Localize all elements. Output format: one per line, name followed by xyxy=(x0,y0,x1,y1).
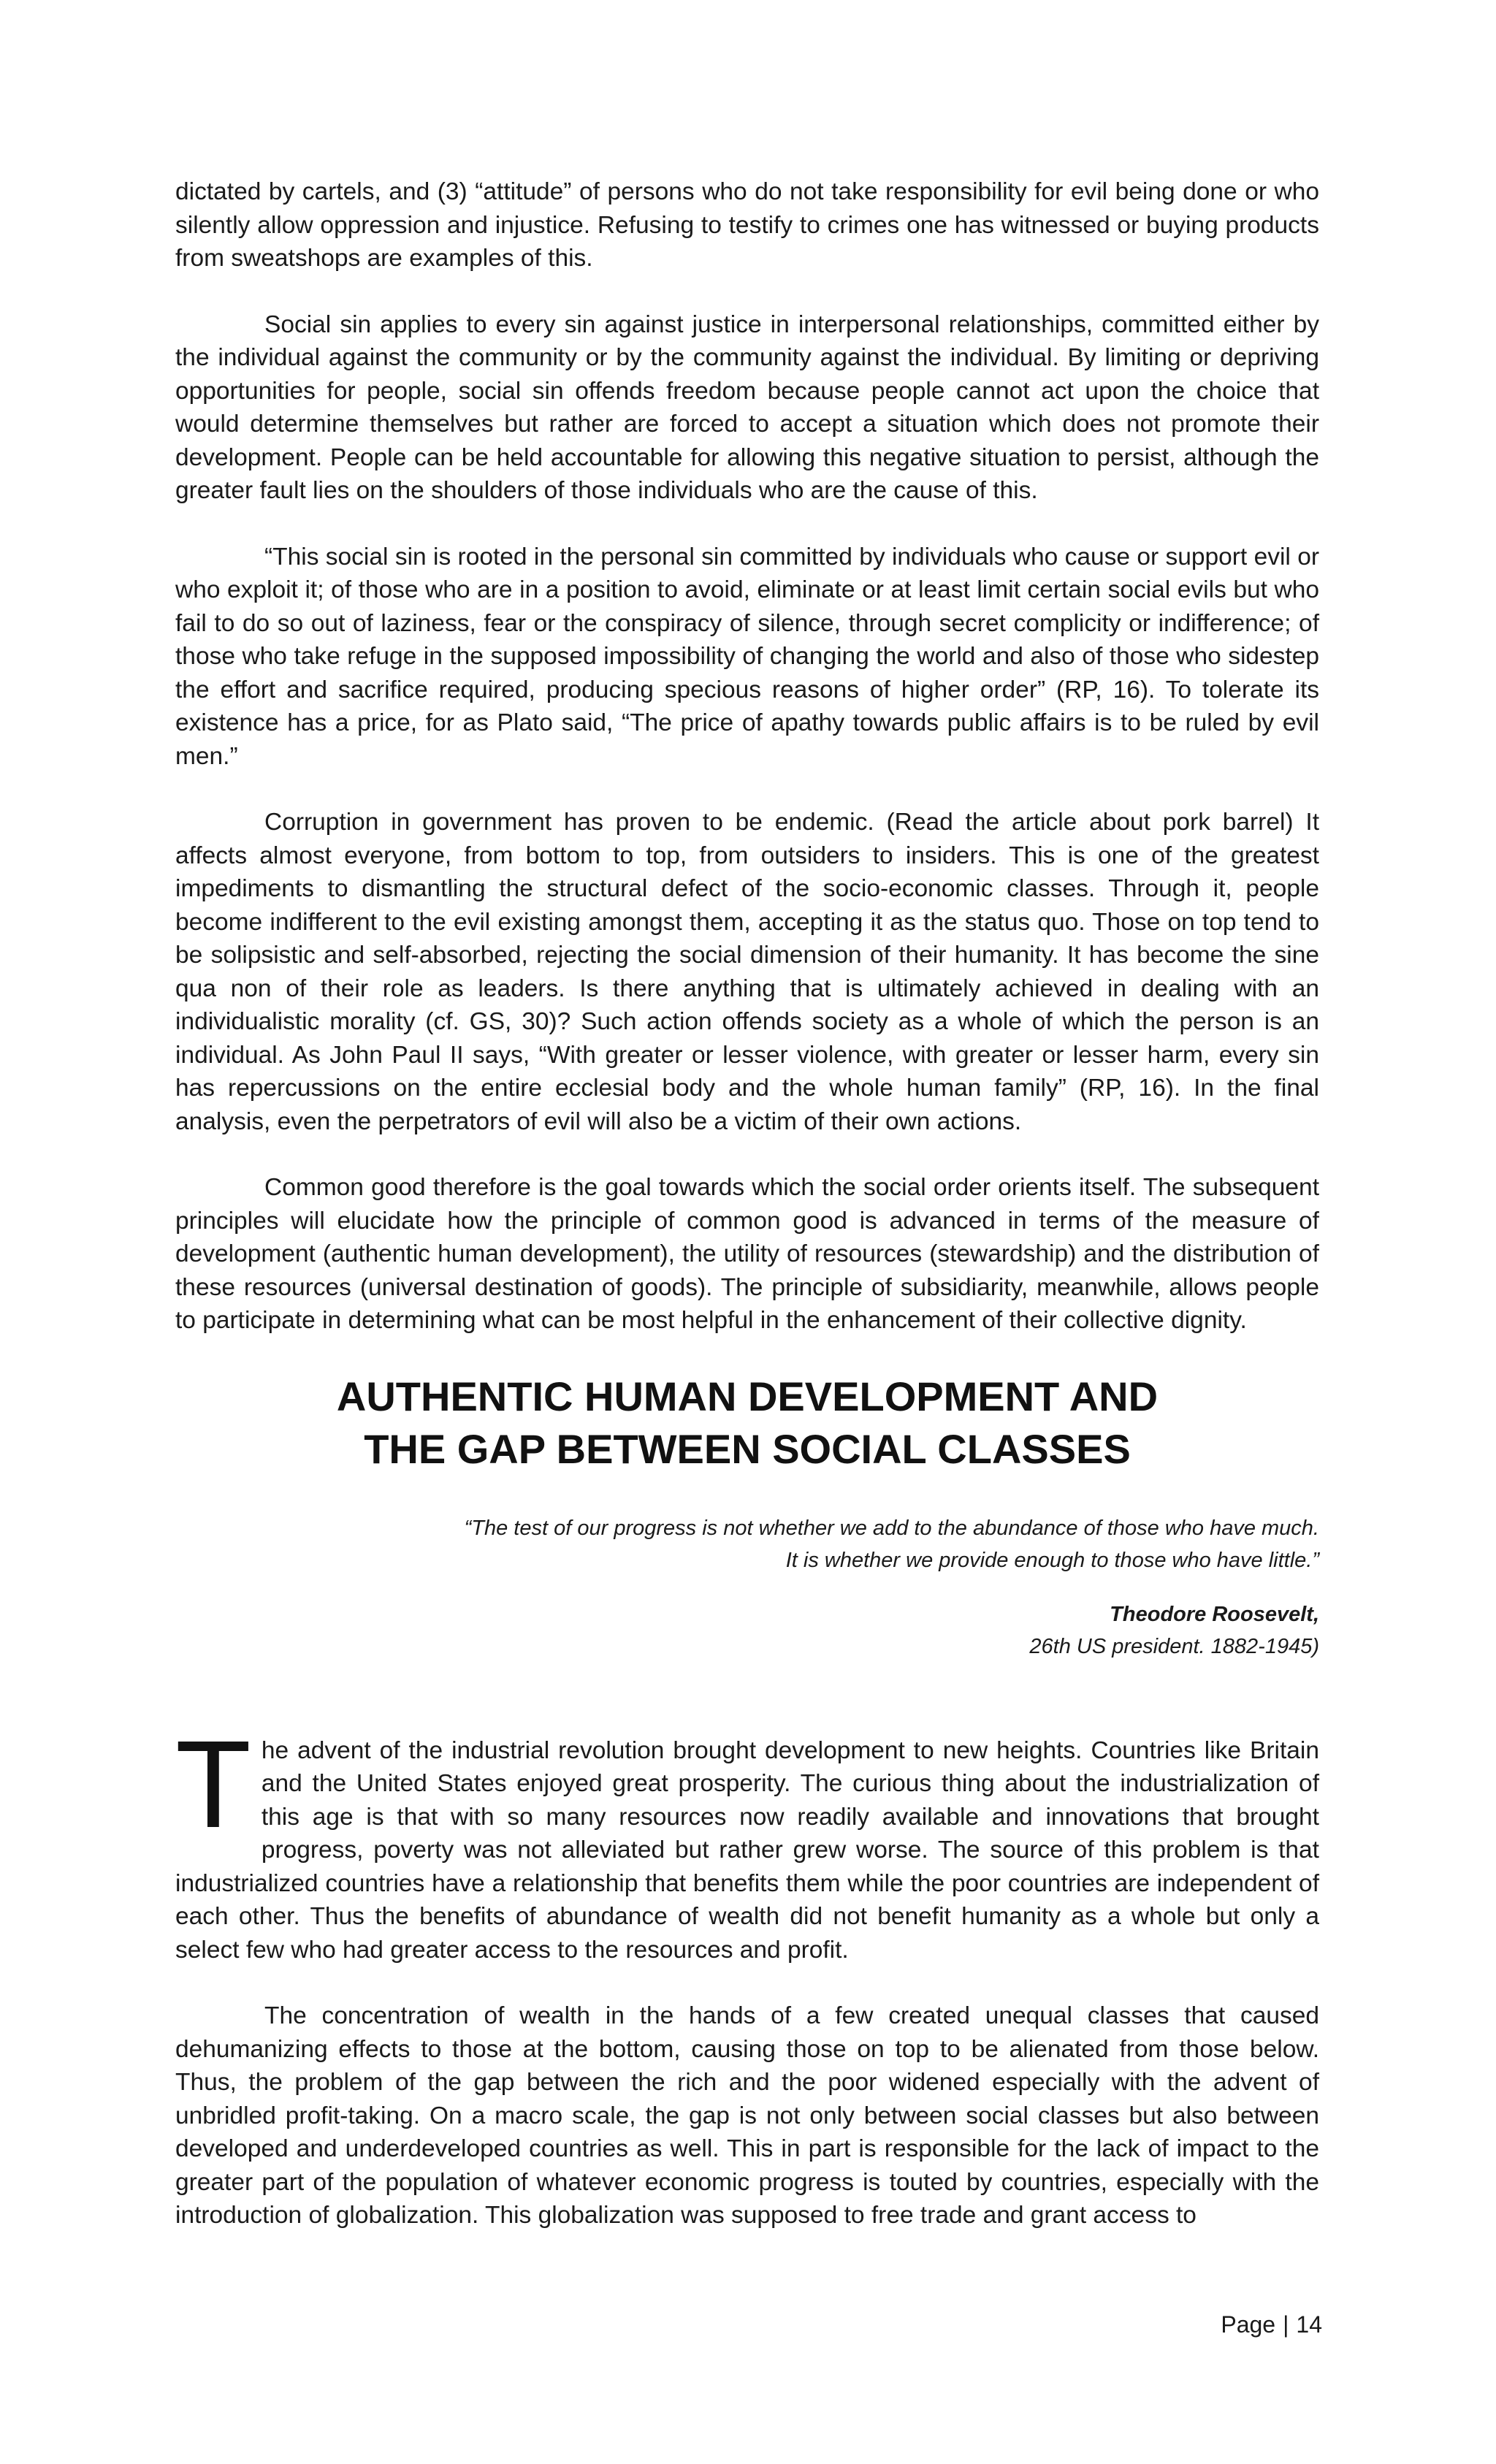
page-label: Page xyxy=(1221,2311,1276,2338)
heading-line-1: AUTHENTIC HUMAN DEVELOPMENT AND xyxy=(336,1373,1159,1419)
paragraph-common-good: Common good therefore is the goal towards which the social order orients itself. The subsequent principles will elucidate how the principle of common good is advanced in terms of the measure of development (authentic human development), the utility of resources (stewardship) and the distribution of these resources (universal destination of goods). The principle of subsidiarity, meanwhile, allows people to participate in determining what can be most helpful in the enhancement of their collective dignity. xyxy=(175,1174,1319,1334)
page-footer xyxy=(1221,2311,1322,2338)
paragraph-corruption: Corruption in government has proven to be endemic. (Read the article about pork barrel) It affects almost everyone, from bottom to top, from outsiders to insiders. This is one of the greatest impediments to dismantling the structural defect of the socio-economic classes. Through it, people become indifferent to the evil existing amongst them, accepting it as the status quo. Those on top tend to be solipsistic and self-absorbed, rejecting the social dimension of their humanity. It has become the sine qua non of their role as leaders. Is there anything that is ultimately achieved in dealing with an individualistic morality (cf. GS, 30)? Such action offends society as a whole of which the person is an individual. As John Paul II says, “With greater or lesser violence, with greater or lesser harm, every sin has repercussions on the entire ecclesial body and the whole human family” (RP, 16). In the final analysis, even the perpetrators of evil will also be a victim of their own actions. xyxy=(175,809,1319,1135)
drop-cap-initial: T xyxy=(175,1714,251,1854)
document-page xyxy=(175,175,1319,2265)
paragraph-continued: dictated by cartels, and (3) “attitude” of persons who do not take responsibility for evil being done or who silently allow oppression and injustice. Refusing to testify to crimes one has witnessed or buying products from sweatshops are examples of this. xyxy=(175,178,1319,272)
epigraph-line-2: It is whether we provide enough to those who have little.” xyxy=(785,1548,1319,1572)
paragraph-quote-rp: “This social sin is rooted in the personal sin committed by individuals who cause or support evil or who exploit it; of those who are in a position to avoid, eliminate or at least limit certain social evils but who fail to do so out of laziness, fear or the conspiracy of silence, through secret complicity or indifference; of those who take refuge in the supposed impossibility of changing the world and also of those who sidestep the effort and sacrifice required, producing specious reasons of higher order” (RP, 16). To tolerate its existence has a price, for as Plato said, “The price of apathy towards public affairs is to be ruled by evil men.” xyxy=(175,543,1319,770)
paragraph-industrial-revolution xyxy=(175,1714,1319,1967)
paragraph-social-sin: Social sin applies to every sin against justice in interpersonal relationships, committed either by the individual against the community or by the community against the individual. By limiting or depriving opportunities for people, social sin offends freedom because people cannot act upon the choice that would determine themselves but rather are forced to accept a situation which does not promote their development. People can be held accountable for allowing this negative situation to persist, although the greater fault lies on the shoulders of those individuals who are the cause of this. xyxy=(175,310,1319,504)
dropcap-paragraph-text: he advent of the industrial revolution brought development to new heights. Countries like Britain and the United States enjoyed great prosperity. The curious thing about the industrialization of this age is that with so many resources now readily available and innovations that brought progress, poverty was not alleviated but rather grew worse. The source of this problem is that industrialized countries have a relationship that benefits them while the poor countries are independent of each other. Thus the benefits of abundance of wealth did not benefit humanity as a whole but only a select few who had greater access to the resources and profit. xyxy=(175,1736,1319,1964)
epigraph-attribution xyxy=(175,1598,1319,1663)
epigraph-line-1: “The test of our progress is not whether we add to the abundance of those who have much. xyxy=(464,1516,1319,1540)
epigraph-author: Theodore Roosevelt, xyxy=(1110,1602,1319,1626)
page-number: 14 xyxy=(1296,2311,1322,2338)
paragraph-concentration-wealth: The concentration of wealth in the hands of a few created unequal classes that caused dehumanizing effects to those at the bottom, causing those on top to be alienated from those below. Thus, the problem of the gap between the rich and the poor widened especially with the advent of unbridled profit-taking. On a macro scale, the gap is not only between social classes but also between developed and underdeveloped countries as well. This in part is responsible for the lack of impact to the greater part of the population of whatever economic progress is touted by countries, especially with the introduction of globalization. This globalization was supposed to free trade and grant access to xyxy=(175,2002,1319,2229)
section-heading xyxy=(175,1370,1319,1476)
epigraph-author-role: 26th US president. 1882-1945) xyxy=(1029,1634,1319,1658)
heading-line-2: THE GAP BETWEEN SOCIAL CLASSES xyxy=(364,1425,1131,1472)
page-separator: | xyxy=(1283,2311,1289,2338)
epigraph-quote xyxy=(175,1512,1319,1576)
